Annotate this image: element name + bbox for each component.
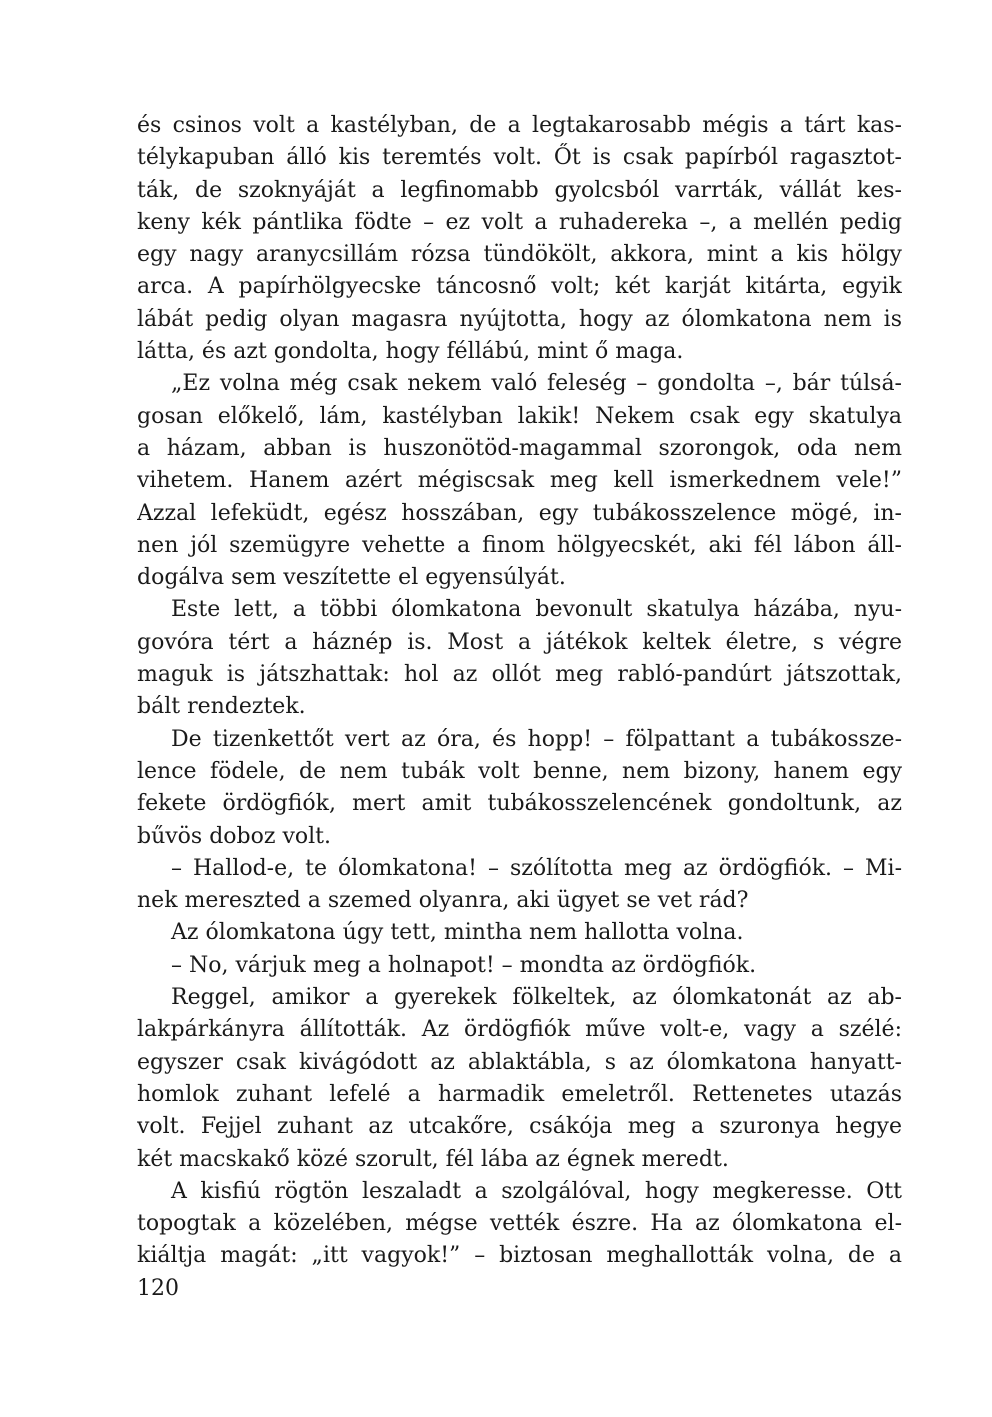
text-line: Az ólomkatona úgy tett, mintha nem hallotta volna. <box>171 920 744 946</box>
text-line: Azzal lefeküdt, egész hosszában, egy tubákosszelence mögé, in- <box>137 500 902 526</box>
text-line: – No, várjuk meg a holnapot! – mondta az ördögfiók. <box>171 952 757 978</box>
text-line: maguk is játszhattak: hol az ollót meg rabló-pandúrt játszottak, <box>137 662 902 688</box>
text-line: bált rendeztek. <box>137 694 306 720</box>
page-number: 120 <box>137 1276 179 1301</box>
text-line: arca. A papírhölgyecske táncosnő volt; két karját kitárta, egyik <box>137 274 902 300</box>
paragraph <box>137 110 902 368</box>
text-line: bűvös doboz volt. <box>137 823 331 849</box>
paragraph <box>137 950 902 982</box>
paragraph <box>137 594 902 723</box>
text-line: nen jól szemügyre vehette a finom hölgyecskét, aki fél lábon áll- <box>137 532 902 558</box>
text-line: két macskakő közé szorult, fél lába az égnek meredt. <box>137 1146 729 1172</box>
paragraph <box>137 724 902 853</box>
text-line: „Ez volna még csak nekem való feleség – gondolta –, bár túlsá- <box>171 371 902 397</box>
text-line: Este lett, a többi ólomkatona bevonult skatulya házába, nyu- <box>171 597 902 623</box>
text-line: a házam, abban is huszonötöd-magammal szorongok, oda nem <box>137 435 902 461</box>
text-line: dogálva sem veszítette el egyensúlyát. <box>137 565 566 591</box>
text-line: ták, de szoknyáját a legfinomabb gyolcsból varrták, vállát kes- <box>137 177 902 203</box>
text-line: kiáltja magát: „itt vagyok!” – biztosan meghallották volna, de a <box>137 1243 902 1269</box>
text-line: és csinos volt a kastélyban, de a legtakarosabb mégis a tárt kas- <box>137 113 902 138</box>
text-line: vihetem. Hanem azért mégiscsak meg kell ismerkednem vele!” <box>137 468 902 494</box>
text-line: nek mereszted a szemed olyanra, aki ügyet se vet rád? <box>137 888 749 914</box>
text-line: gosan előkelő, lám, kastélyban lakik! Nekem csak egy skatulya <box>137 403 902 429</box>
text-line: egy nagy aranycsillám rózsa tündökölt, akkora, mint a kis hölgy <box>137 242 902 268</box>
paragraph <box>137 1176 902 1273</box>
text-line: egyszer csak kivágódott az ablaktábla, s az ólomkatona hanyatt- <box>137 1049 902 1075</box>
text-line: govóra tért a háznép is. Most a játékok keltek életre, s végre <box>137 629 902 655</box>
paragraph <box>137 853 902 918</box>
text-line: – Hallod-e, te ólomkatona! – szólította meg az ördögfiók. – Mi- <box>171 855 902 881</box>
text-line: topogtak a közelében, mégse vették észre. Ha az ólomkatona el- <box>137 1211 902 1237</box>
text-line: homlok zuhant lefelé a harmadik emeletről. Rettenetes utazás <box>137 1081 902 1107</box>
text-line: lábát pedig olyan magasra nyújtotta, hogy az ólomkatona nem is <box>137 306 902 332</box>
text-line: látta, és azt gondolta, hogy féllábú, mint ő maga. <box>137 339 684 365</box>
text-line: fekete ördögfiók, mert amit tubákosszelencének gondoltunk, az <box>137 791 902 817</box>
text-line: lence födele, de nem tubák volt benne, nem bizony, hanem egy <box>137 758 902 784</box>
text-line: Reggel, amikor a gyerekek fölkeltek, az ólomkatonát az ab- <box>171 985 902 1011</box>
page-body <box>137 110 902 1273</box>
text-line: volt. Fejjel zuhant az utcakőre, csákója meg a szuronya hegye <box>137 1114 902 1140</box>
text-line: lakpárkányra állították. Az ördögfiók műve volt-e, vagy a szélé: <box>137 1017 902 1043</box>
text-line: A kisfiú rögtön leszaladt a szolgálóval, hogy megkeresse. Ott <box>171 1178 902 1204</box>
paragraph <box>137 917 902 949</box>
text-line: télykapuban álló kis teremtés volt. Őt is csak papírból ragasztot- <box>137 145 902 171</box>
paragraph <box>137 982 902 1176</box>
paragraph <box>137 368 902 594</box>
text-line: keny kék pántlika födte – ez volt a ruhadereka –, a mellén pedig <box>137 209 902 235</box>
text-line: De tizenkettőt vert az óra, és hopp! – fölpattant a tubákossze- <box>171 726 902 752</box>
